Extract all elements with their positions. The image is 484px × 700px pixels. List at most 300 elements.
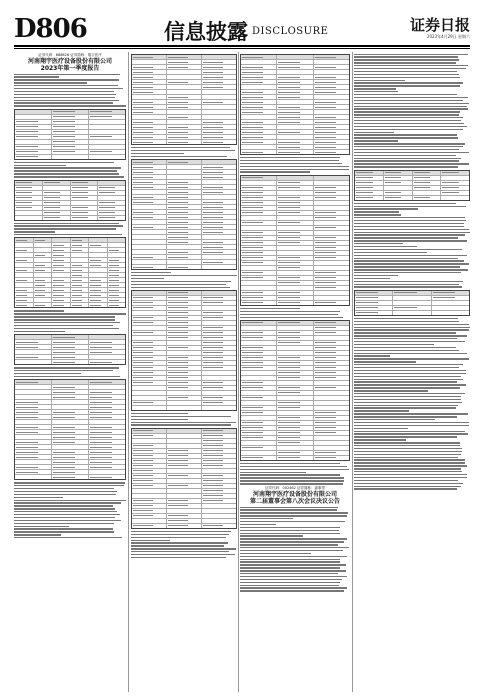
table-cell bbox=[202, 504, 236, 508]
table-cell bbox=[241, 301, 277, 305]
text-line bbox=[354, 123, 464, 124]
table-cell bbox=[71, 253, 90, 257]
table-cell bbox=[314, 176, 349, 180]
table-cell bbox=[89, 360, 125, 364]
table-cell bbox=[132, 316, 167, 320]
text-line bbox=[14, 100, 119, 101]
table-cell bbox=[202, 429, 236, 433]
table-cell bbox=[167, 469, 202, 473]
table-cell bbox=[15, 335, 52, 339]
table-cell bbox=[167, 519, 202, 523]
table-cell bbox=[52, 155, 89, 159]
table-cell bbox=[71, 243, 90, 247]
text-line bbox=[354, 442, 460, 443]
table-cell bbox=[15, 155, 52, 159]
table-cell bbox=[15, 288, 34, 292]
text-line bbox=[354, 143, 465, 144]
table-cell bbox=[15, 410, 52, 414]
section-title-en: DISCLOSURE bbox=[252, 26, 329, 37]
table-cell bbox=[52, 130, 89, 134]
table-cell bbox=[202, 115, 236, 119]
text-line bbox=[354, 284, 459, 285]
table-cell bbox=[132, 90, 167, 94]
table-cell bbox=[15, 120, 52, 124]
data-table bbox=[131, 290, 237, 411]
text-line bbox=[354, 387, 460, 388]
table-cell bbox=[89, 298, 108, 302]
table-cell bbox=[202, 75, 236, 79]
text-line bbox=[354, 68, 466, 69]
table-cell bbox=[132, 406, 167, 410]
table-cell bbox=[167, 376, 202, 380]
table-cell bbox=[314, 291, 349, 295]
table-cell bbox=[202, 336, 236, 340]
table-cell bbox=[71, 298, 90, 302]
table-cell bbox=[202, 351, 236, 355]
table-cell bbox=[89, 410, 125, 414]
text-line bbox=[240, 573, 338, 574]
table-cell bbox=[34, 293, 53, 297]
table-cell bbox=[52, 125, 89, 129]
table-cell bbox=[314, 426, 349, 430]
table-cell bbox=[167, 454, 202, 458]
text-line bbox=[131, 156, 227, 157]
table-cell bbox=[167, 291, 202, 295]
text-line bbox=[240, 576, 347, 577]
table-cell bbox=[277, 90, 313, 94]
table-cell bbox=[241, 431, 277, 435]
text-line bbox=[14, 491, 117, 492]
table-cell bbox=[314, 216, 349, 220]
text-line bbox=[354, 483, 463, 484]
text-line bbox=[354, 232, 470, 233]
table-cell bbox=[108, 303, 126, 307]
table-cell bbox=[167, 235, 202, 239]
table-cell bbox=[241, 60, 277, 64]
text-line bbox=[354, 399, 461, 400]
table-cell bbox=[277, 256, 313, 260]
table-cell bbox=[277, 211, 313, 215]
table-cell bbox=[202, 140, 236, 144]
text-line bbox=[354, 370, 466, 371]
data-table bbox=[240, 320, 350, 461]
text-line bbox=[14, 494, 116, 495]
table-cell bbox=[167, 225, 202, 229]
table-cell bbox=[15, 435, 52, 439]
table-cell bbox=[15, 460, 52, 464]
table-cell bbox=[52, 460, 89, 464]
table-cell bbox=[89, 390, 125, 394]
table-cell bbox=[52, 425, 89, 429]
table-cell bbox=[15, 390, 52, 394]
table-cell bbox=[314, 196, 349, 200]
table-cell bbox=[15, 445, 52, 449]
table-cell bbox=[277, 396, 313, 400]
table-cell bbox=[15, 355, 52, 359]
table-cell bbox=[277, 241, 313, 245]
table-cell bbox=[384, 176, 413, 180]
text-line bbox=[354, 206, 466, 207]
table-cell bbox=[98, 186, 125, 190]
table-cell bbox=[89, 135, 125, 139]
text-line bbox=[354, 158, 461, 159]
table-cell bbox=[314, 80, 349, 84]
table-cell bbox=[241, 391, 277, 395]
table-cell bbox=[167, 331, 202, 335]
table-cell bbox=[241, 296, 277, 300]
table-cell bbox=[52, 283, 71, 287]
table-cell bbox=[132, 195, 167, 199]
table-cell bbox=[52, 400, 89, 404]
table-cell bbox=[52, 430, 89, 434]
column-3 bbox=[240, 52, 350, 692]
table-cell bbox=[241, 216, 277, 220]
text-line bbox=[354, 214, 401, 215]
table-cell bbox=[108, 248, 126, 252]
table-cell bbox=[52, 470, 89, 474]
table-cell bbox=[202, 316, 236, 320]
table-cell bbox=[34, 258, 53, 262]
table-cell bbox=[277, 381, 313, 385]
table-cell bbox=[167, 301, 202, 305]
table-cell bbox=[241, 266, 277, 270]
table-cell bbox=[132, 110, 167, 114]
text-line bbox=[14, 170, 117, 171]
text-line bbox=[354, 327, 470, 328]
data-table bbox=[240, 175, 350, 306]
table-cell bbox=[43, 206, 71, 210]
text-line bbox=[14, 94, 116, 95]
table-cell bbox=[202, 296, 236, 300]
text-line bbox=[14, 102, 113, 103]
table-cell bbox=[167, 396, 202, 400]
table-cell bbox=[355, 186, 384, 190]
table-cell bbox=[167, 459, 202, 463]
text-line bbox=[354, 252, 427, 253]
text-line bbox=[240, 567, 340, 568]
text-line bbox=[354, 454, 461, 455]
table-cell bbox=[108, 278, 126, 282]
table-cell bbox=[202, 125, 236, 129]
text-line bbox=[354, 353, 467, 354]
text-line bbox=[14, 482, 125, 483]
table-cell bbox=[355, 196, 384, 200]
table-cell bbox=[52, 293, 71, 297]
table-cell bbox=[277, 366, 313, 370]
text-line bbox=[240, 308, 300, 309]
table-row bbox=[355, 311, 469, 315]
table-cell bbox=[355, 306, 393, 310]
table-cell bbox=[314, 206, 349, 210]
table-cell bbox=[71, 248, 90, 252]
table-cell bbox=[314, 95, 349, 99]
table-cell bbox=[277, 416, 313, 420]
table-cell bbox=[132, 391, 167, 395]
table-cell bbox=[314, 276, 349, 280]
table-cell bbox=[15, 350, 52, 354]
text-line bbox=[354, 402, 462, 403]
table-cell bbox=[277, 176, 313, 180]
table-cell bbox=[314, 241, 349, 245]
table-cell bbox=[314, 135, 349, 139]
data-table bbox=[14, 379, 126, 480]
table-cell bbox=[277, 301, 313, 305]
table-cell bbox=[132, 255, 167, 259]
table-cell bbox=[241, 145, 277, 149]
text-line bbox=[131, 281, 231, 282]
table-cell bbox=[314, 441, 349, 445]
table-cell bbox=[277, 140, 313, 144]
table-cell bbox=[314, 60, 349, 64]
table-cell bbox=[52, 268, 71, 272]
column-body bbox=[14, 74, 126, 539]
table-cell bbox=[314, 381, 349, 385]
table-cell bbox=[167, 90, 202, 94]
table-cell bbox=[52, 115, 89, 119]
table-cell bbox=[277, 186, 313, 190]
table-cell bbox=[202, 90, 236, 94]
table-cell bbox=[167, 100, 202, 104]
text-line bbox=[354, 318, 458, 319]
table-cell bbox=[52, 120, 89, 124]
text-line bbox=[354, 100, 463, 101]
text-line bbox=[240, 480, 344, 481]
table-cell bbox=[89, 283, 108, 287]
table-cell bbox=[241, 85, 277, 89]
text-line bbox=[14, 528, 113, 529]
table-cell bbox=[89, 460, 125, 464]
table-cell bbox=[277, 426, 313, 430]
table-cell bbox=[202, 469, 236, 473]
table-cell bbox=[277, 115, 313, 119]
table-cell bbox=[277, 271, 313, 275]
table-cell bbox=[52, 435, 89, 439]
text-line bbox=[354, 465, 467, 466]
text-line bbox=[354, 82, 463, 83]
table-cell bbox=[241, 115, 277, 119]
text-line bbox=[354, 260, 464, 261]
table-cell bbox=[241, 70, 277, 74]
table-cell bbox=[202, 366, 236, 370]
table-cell bbox=[241, 125, 277, 129]
text-line bbox=[354, 152, 469, 153]
table-cell bbox=[314, 100, 349, 104]
text-line bbox=[354, 94, 457, 95]
table-cell bbox=[241, 356, 277, 360]
text-line bbox=[131, 275, 237, 276]
text-line bbox=[240, 550, 343, 551]
table-cell bbox=[98, 206, 125, 210]
table-cell bbox=[52, 420, 89, 424]
text-line bbox=[240, 564, 346, 565]
table-cell bbox=[202, 60, 236, 64]
text-line bbox=[131, 287, 230, 288]
table-cell bbox=[52, 340, 89, 344]
text-line bbox=[354, 229, 469, 230]
table-cell bbox=[277, 150, 313, 154]
table-cell bbox=[132, 100, 167, 104]
text-line bbox=[240, 590, 344, 591]
table-row bbox=[241, 150, 349, 154]
table-cell bbox=[314, 376, 349, 380]
table-cell bbox=[277, 70, 313, 74]
table-cell bbox=[132, 494, 167, 498]
table-cell bbox=[71, 273, 90, 277]
text-line bbox=[354, 335, 467, 336]
table-row bbox=[355, 196, 469, 200]
table-cell bbox=[132, 291, 167, 295]
text-line bbox=[131, 424, 231, 425]
text-line bbox=[14, 79, 119, 80]
table-cell bbox=[277, 145, 313, 149]
table-cell bbox=[241, 281, 277, 285]
text-line bbox=[354, 80, 405, 81]
text-line bbox=[354, 255, 467, 256]
table-cell bbox=[202, 406, 236, 410]
text-line bbox=[14, 223, 119, 224]
text-line bbox=[354, 269, 468, 270]
table-cell bbox=[167, 489, 202, 493]
table-cell bbox=[202, 449, 236, 453]
text-line bbox=[354, 329, 469, 330]
table-cell bbox=[108, 293, 126, 297]
table-cell bbox=[314, 416, 349, 420]
text-line bbox=[240, 561, 340, 562]
table-cell bbox=[202, 524, 236, 528]
table-cell bbox=[241, 436, 277, 440]
text-line bbox=[354, 223, 464, 224]
table-cell bbox=[167, 386, 202, 390]
data-table bbox=[240, 54, 350, 155]
table-cell bbox=[89, 288, 108, 292]
text-line bbox=[354, 106, 467, 107]
table-cell bbox=[98, 216, 125, 220]
text-line bbox=[14, 488, 114, 489]
text-line bbox=[14, 228, 116, 229]
text-line bbox=[240, 160, 339, 161]
table-cell bbox=[132, 499, 167, 503]
table-cell bbox=[314, 120, 349, 124]
table-cell bbox=[167, 70, 202, 74]
table-cell bbox=[241, 291, 277, 295]
table-cell bbox=[15, 211, 43, 215]
table-cell bbox=[202, 494, 236, 498]
table-cell bbox=[314, 211, 349, 215]
table-cell bbox=[277, 331, 313, 335]
table-cell bbox=[15, 258, 34, 262]
table-cell bbox=[277, 105, 313, 109]
table-cell bbox=[441, 176, 469, 180]
table-cell bbox=[52, 145, 89, 149]
table-cell bbox=[15, 450, 52, 454]
text-line bbox=[354, 211, 399, 212]
table-cell bbox=[89, 430, 125, 434]
table-cell bbox=[314, 366, 349, 370]
table-cell bbox=[202, 306, 236, 310]
table-cell bbox=[314, 351, 349, 355]
table-cell bbox=[132, 306, 167, 310]
text-line bbox=[131, 548, 236, 549]
table-cell bbox=[89, 440, 125, 444]
table-cell bbox=[202, 70, 236, 74]
table-cell bbox=[89, 248, 108, 252]
table-cell bbox=[108, 253, 126, 257]
table-cell bbox=[89, 115, 125, 119]
table-cell bbox=[89, 345, 125, 349]
table-cell bbox=[98, 196, 125, 200]
text-line bbox=[240, 579, 342, 580]
text-line bbox=[240, 515, 347, 516]
table-cell bbox=[167, 474, 202, 478]
text-line bbox=[240, 553, 311, 554]
text-line bbox=[14, 231, 55, 232]
table-cell bbox=[314, 386, 349, 390]
text-line bbox=[354, 350, 459, 351]
table-cell bbox=[202, 301, 236, 305]
table-cell bbox=[241, 135, 277, 139]
data-table bbox=[14, 109, 126, 160]
table-cell bbox=[132, 230, 167, 234]
table-cell bbox=[15, 425, 52, 429]
table-cell bbox=[15, 110, 52, 114]
table-cell bbox=[314, 301, 349, 305]
text-line bbox=[354, 468, 461, 469]
table-cell bbox=[167, 464, 202, 468]
table-row bbox=[132, 265, 236, 269]
table-cell bbox=[314, 421, 349, 425]
table-cell bbox=[202, 120, 236, 124]
table-cell bbox=[132, 225, 167, 229]
text-line bbox=[354, 341, 465, 342]
table-row bbox=[241, 456, 349, 460]
table-row bbox=[15, 475, 125, 479]
table-cell bbox=[167, 85, 202, 89]
table-cell bbox=[132, 265, 167, 269]
table-cell bbox=[89, 155, 125, 159]
notice-title: 河南翔宇医疗设备股份有限公司 bbox=[252, 491, 337, 499]
table-cell bbox=[241, 341, 277, 345]
table-cell bbox=[277, 356, 313, 360]
table-cell bbox=[167, 401, 202, 405]
table-cell bbox=[314, 451, 349, 455]
text-line bbox=[131, 534, 229, 535]
table-cell bbox=[132, 60, 167, 64]
text-line bbox=[14, 502, 121, 503]
text-line bbox=[354, 263, 469, 264]
text-line bbox=[14, 373, 81, 374]
table-cell bbox=[314, 110, 349, 114]
table-cell bbox=[167, 190, 202, 194]
text-line bbox=[131, 413, 188, 414]
text-line bbox=[131, 419, 188, 420]
table-cell bbox=[202, 130, 236, 134]
table-cell bbox=[167, 406, 202, 410]
table-cell bbox=[52, 475, 89, 479]
text-line bbox=[240, 472, 306, 473]
text-line bbox=[14, 537, 122, 538]
text-line bbox=[14, 531, 114, 532]
table-cell bbox=[89, 475, 125, 479]
text-line bbox=[240, 474, 340, 475]
text-line bbox=[354, 355, 390, 356]
table-cell bbox=[167, 514, 202, 518]
table-cell bbox=[277, 291, 313, 295]
table-cell bbox=[98, 181, 125, 185]
text-line bbox=[354, 234, 465, 235]
text-line bbox=[14, 165, 66, 166]
text-line bbox=[14, 376, 120, 377]
table-cell bbox=[314, 201, 349, 205]
